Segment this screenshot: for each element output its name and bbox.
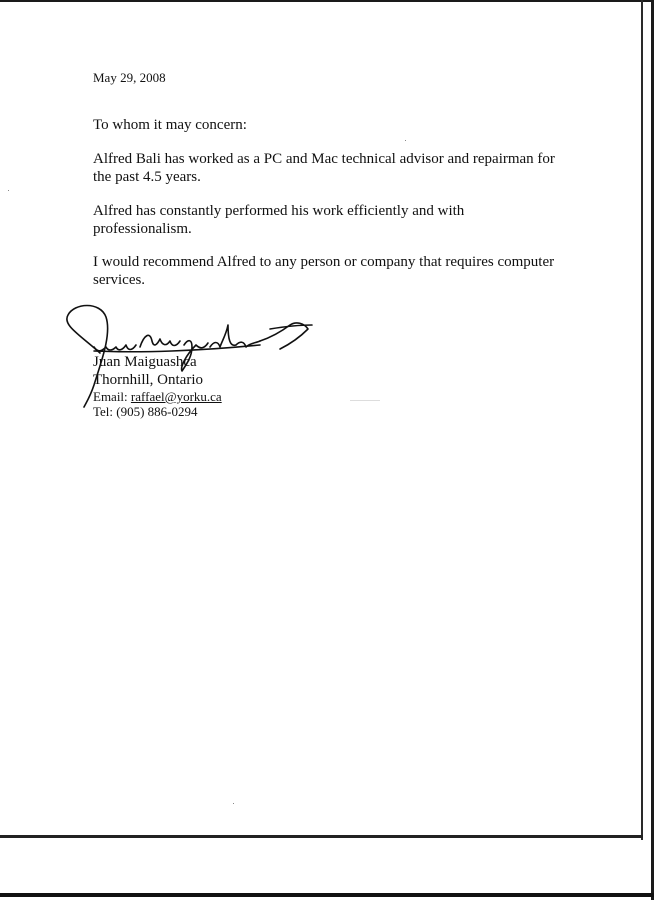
scan-border-right-inner (641, 0, 643, 840)
signer-name: Juan Maiguashca (93, 354, 197, 370)
signer-phone: Tel: (905) 886-0294 (93, 404, 198, 419)
email-link[interactable]: raffael@yorku.ca (130, 389, 222, 404)
scan-speck (350, 400, 380, 401)
letter-date: May 29, 2008 (93, 70, 166, 85)
scan-speck (8, 190, 9, 191)
email-label: Email: (93, 389, 131, 404)
page-bottom-rule (0, 835, 643, 838)
signer-location: Thornhill, Ontario (93, 372, 203, 388)
letter-paragraph-3: I would recommend Alfred to any person or company that requires computer services. (93, 254, 555, 288)
scan-speck (233, 803, 234, 804)
scan-speck (405, 140, 406, 141)
scan-border-top (0, 0, 654, 2)
letter-salutation: To whom it may concern: (93, 117, 247, 133)
letter-paragraph-1: Alfred Bali has worked as a PC and Mac technical advisor and repairman for the past 4.5 years. (93, 151, 555, 185)
signer-email (93, 389, 222, 405)
scan-border-bottom (0, 893, 654, 897)
letter-paragraph-2: Alfred has constantly performed his work efficiently and with professionalism. (93, 203, 465, 237)
